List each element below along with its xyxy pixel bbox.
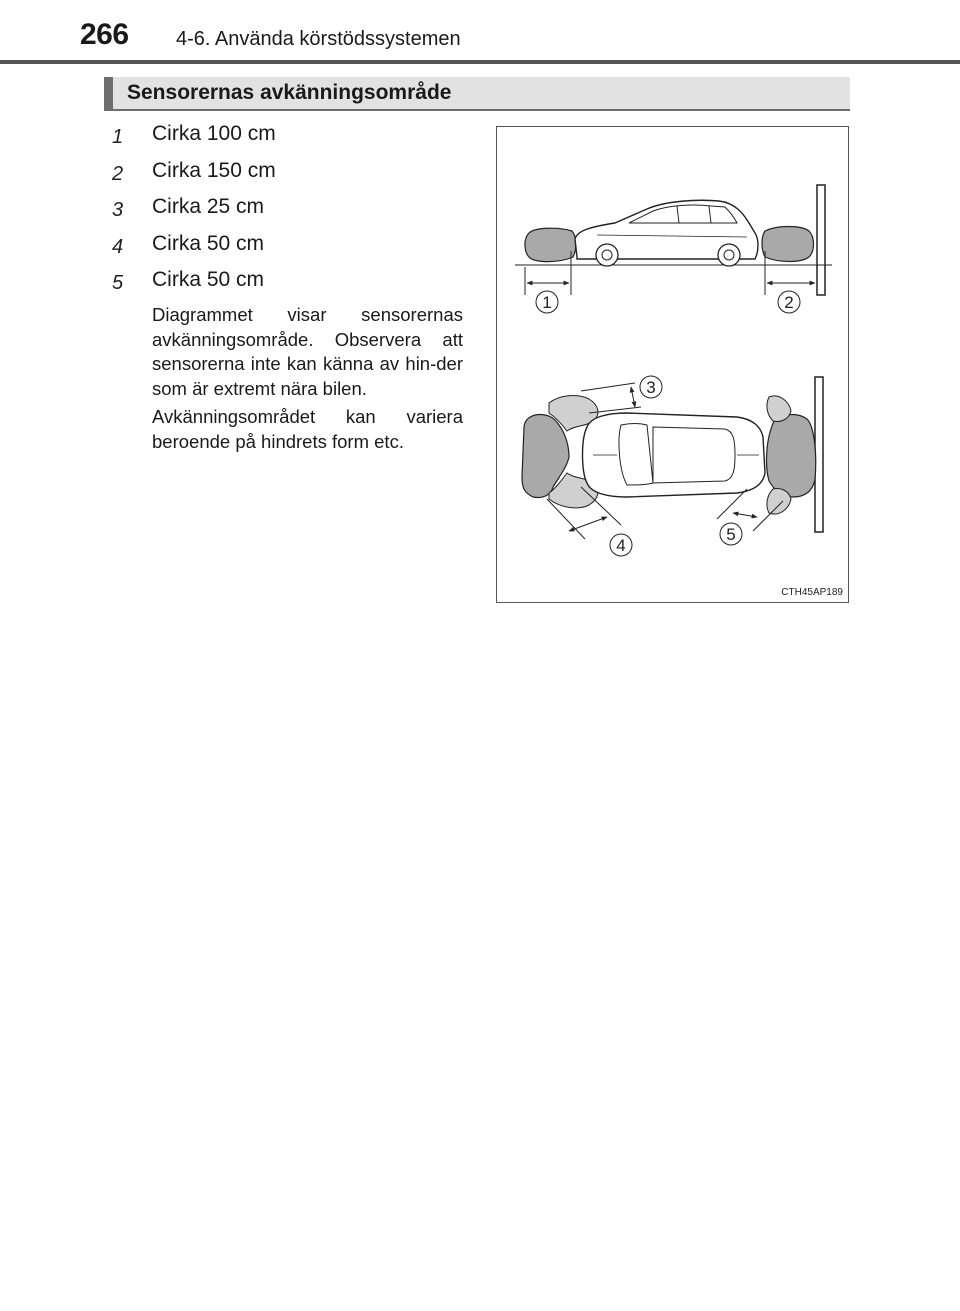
dimension-front-upper	[631, 387, 635, 407]
sensor-range-figure	[496, 126, 849, 603]
section-heading-text: Sensorernas avkänningsområde	[127, 81, 452, 104]
list-item	[112, 120, 472, 157]
top-view	[522, 376, 823, 556]
item-number: 5	[112, 272, 124, 294]
list-item	[112, 230, 472, 267]
dimension-rear-lower	[733, 513, 757, 517]
item-label: Cirka 50 cm	[152, 268, 265, 291]
item-label: Cirka 150 cm	[152, 158, 276, 182]
item-label: Cirka 25 cm	[152, 195, 265, 218]
rear-zone-top	[767, 415, 816, 498]
callout-label: 3	[646, 378, 656, 397]
front-zone-side	[525, 228, 576, 261]
item-number: 2	[112, 162, 124, 185]
page-number: 266	[80, 18, 129, 51]
car-top-roof	[653, 427, 735, 483]
section-heading	[104, 77, 850, 111]
list-item	[112, 266, 472, 303]
callout-label: 5	[726, 525, 736, 544]
item-list	[112, 120, 472, 303]
dimension-front-lower	[569, 517, 607, 531]
callout-label: 1	[542, 293, 552, 312]
sensor-range-illustration	[497, 127, 850, 604]
obstacle-wall-side	[817, 185, 825, 295]
list-item	[112, 157, 472, 194]
figure-code: CTH45AP189	[781, 587, 843, 598]
item-label: Cirka 100 cm	[152, 122, 276, 145]
chapter-title: 4-6. Använda körstödssystemen	[176, 28, 461, 50]
obstacle-wall-top	[815, 377, 823, 532]
item-label: Cirka 50 cm	[152, 231, 265, 255]
callout-label: 4	[616, 536, 626, 555]
side-view	[515, 185, 832, 313]
rear-corner-zone-upper	[767, 396, 791, 422]
item-number: 3	[112, 199, 124, 221]
paragraph-diagram-note: Diagrammet visar sensorernas avkänningsområde. Observera att sensorerna inte kan känna av hin-der som är extremt nära bilen.	[152, 304, 463, 399]
header-rule	[0, 60, 960, 64]
callout-label: 2	[784, 293, 794, 312]
paragraph-range-note: Avkänningsområdet kan variera beroende på hindrets form etc.	[152, 406, 463, 452]
rear-corner-zone-lower	[767, 488, 791, 514]
item-number: 4	[112, 235, 124, 258]
car-top-windshield	[619, 424, 653, 486]
list-item	[112, 193, 472, 230]
item-number: 1	[112, 126, 124, 148]
rear-zone-side	[762, 227, 814, 262]
